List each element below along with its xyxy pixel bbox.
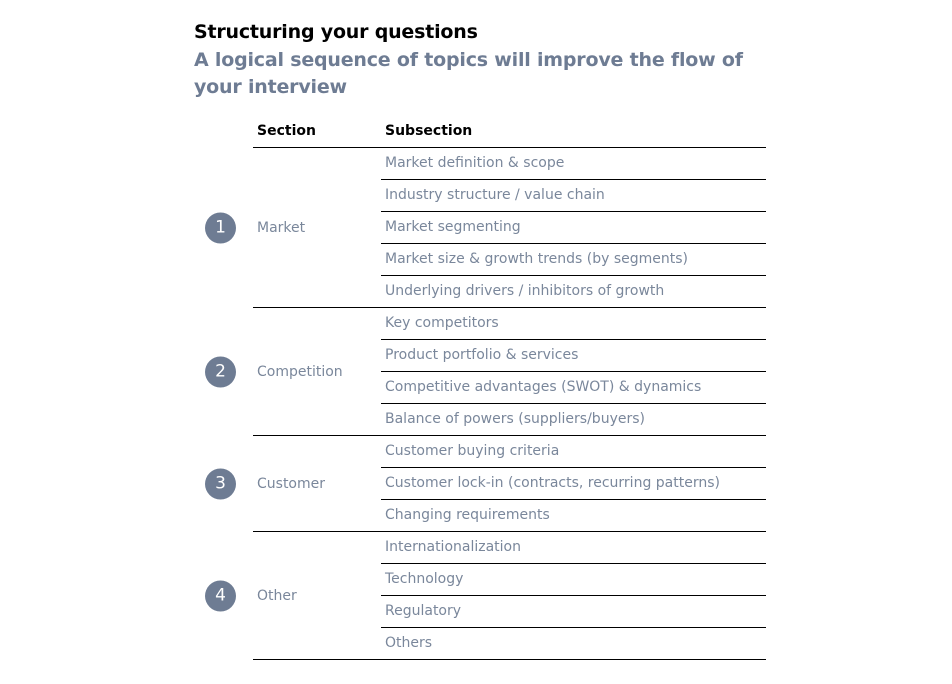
subsection-row: Customer lock-in (contracts, recurring patterns) [381,468,766,500]
subsection-row: Industry structure / value chain [381,180,766,212]
subsection-row: Others [385,635,433,651]
subsection-row: Internationalization [381,532,766,564]
section-number-badge: 4 [205,580,236,611]
subsection-list [381,308,766,435]
section-label: Market [257,219,306,236]
subsection-row: Customer buying criteria [381,436,766,468]
section-label: Customer [257,475,326,492]
subsection-row: Balance of powers (suppliers/buyers) [385,411,645,427]
question-structure-table [215,116,766,660]
subsection-list [381,532,766,659]
subsection-list [381,148,766,307]
section-number-badge: 1 [205,212,236,243]
subsection-row: Product portfolio & services [381,340,766,372]
subsection-row: Underlying drivers / inhibitors of growth [385,283,665,299]
subsection-row: Regulatory [381,596,766,628]
subsection-list [381,436,766,531]
subsection-row: Market definition & scope [381,148,766,180]
section-label: Competition [257,363,343,380]
section-label: Other [257,587,297,604]
section-group-competition [215,308,766,436]
section-group-market [215,148,766,308]
section-group-customer [215,436,766,532]
subsection-row: Market segmenting [381,212,766,244]
section-number-badge: 3 [205,468,236,499]
subsection-row: Market size & growth trends (by segments) [381,244,766,276]
subsection-row: Competitive advantages (SWOT) & dynamics [381,372,766,404]
page-title: Structuring your questions [194,21,478,43]
table-header-row [253,116,766,148]
page-subtitle: A logical sequence of topics will improve the flow of your interview [194,49,743,98]
subsection-row: Key competitors [381,308,766,340]
column-header-subsection: Subsection [385,123,473,139]
table-body [215,148,766,660]
section-group-other [215,532,766,660]
subsection-row: Changing requirements [385,507,550,523]
column-header-section: Section [257,123,316,139]
section-number-badge: 2 [205,356,236,387]
subsection-row: Technology [381,564,766,596]
